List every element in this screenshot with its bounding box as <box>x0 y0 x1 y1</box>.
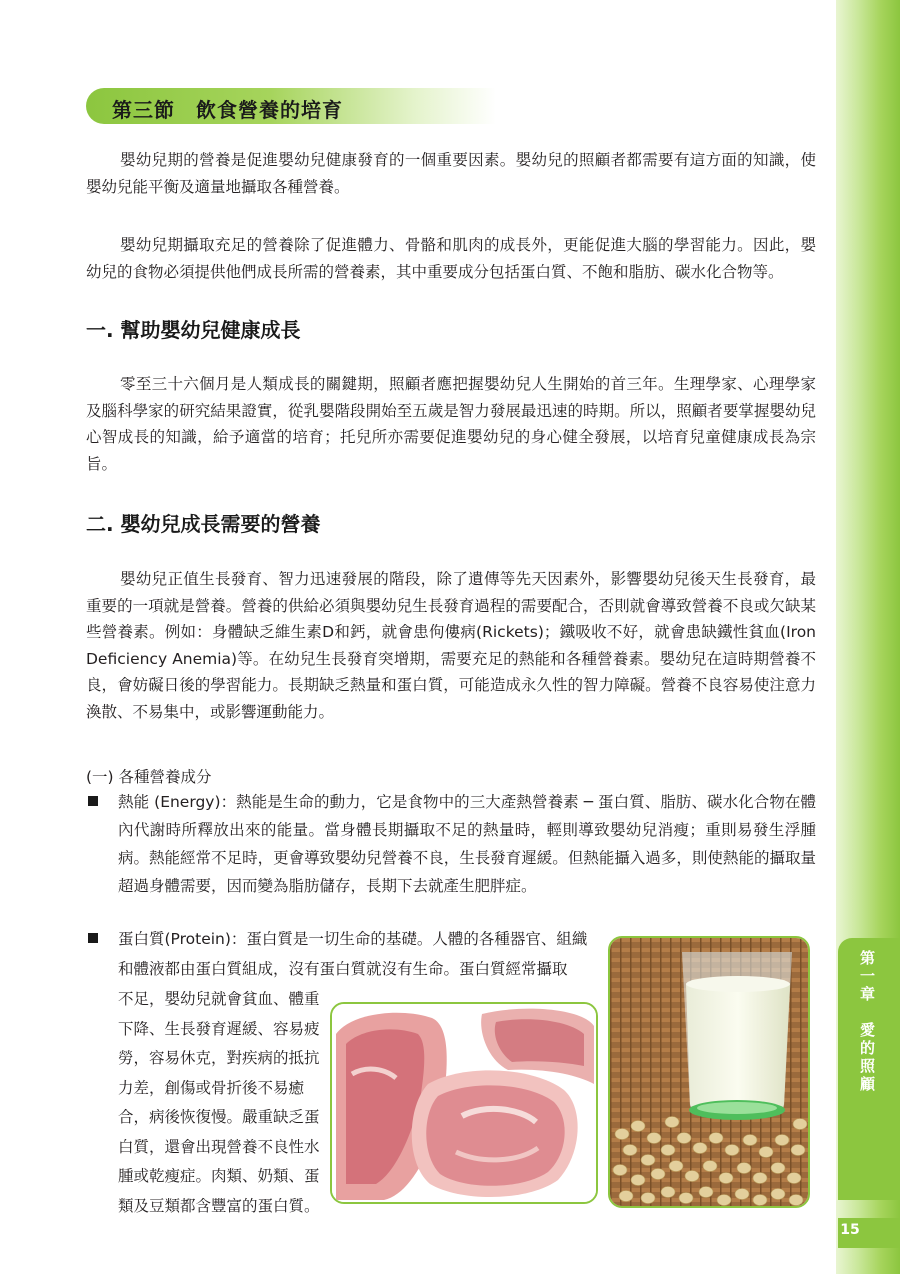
protein-text-column: 不足，嬰幼兒就會貧血、體重下降、生長發育遲緩、容易疲勞，容易休克，對疾病的抵抗力差，創傷或骨折後不易癒合，病後恢復慢。嚴重缺乏蛋白質，還會出現營養不良性水腫或乾瘦症。肉類、奶類、蛋類及豆類都含豐富的蛋白質。 <box>118 990 320 1215</box>
raw-pork-chops-photo <box>330 1002 598 1204</box>
healthy-growth-paragraph: 零至三十六個月是人類成長的關鍵期，照顧者應把握嬰幼兒人生開始的首三年。生理學家、心理學家及腦科學家的研究結果證實，從乳嬰階段開始至五歲是智力發展最迅速的時期。所以，照顧者要掌握嬰幼兒心智成長的知識，給予適當的培育；托兒所亦需要促進嬰幼兒的身心健全發展，以培育兒童健康成長為宗旨。 <box>86 375 816 473</box>
nutrients-subtitle: (一) 各種營養成分 <box>86 768 212 786</box>
page-number: 15 <box>840 1222 860 1238</box>
protein-text-line-1: 蛋白質(Protein)：蛋白質是一切生命的基礎。人體的各種器官、組織 <box>118 930 588 948</box>
heading-growth-nutrition: 二. 嬰幼兒成長需要的營養 <box>86 512 321 536</box>
chapter-label: 第一章 愛的照顧 <box>858 950 876 1094</box>
energy-text: 熱能 (Energy)：熱能是生命的動力，它是食物中的三大產熱營養素 ─ 蛋白質、脂肪、碳水化合物在體內代謝時所釋放出來的能量。當身體長期攝取不足的熱量時，輕則導致嬰幼兒消瘦；重則易發生浮腫病。熱能經常不足時，更會導致嬰幼兒營養不良，生長發育遲緩。但熱能攝入過多，則使熱能的攝取量超過身體需要，因而變為脂肪儲存，長期下去就產生肥胖症。 <box>118 793 816 895</box>
soy-milk-glass-image <box>610 938 808 1206</box>
section-title: 第三節 飲食營養的培育 <box>112 98 343 122</box>
protein-text-line-2: 和體液都由蛋白質組成，沒有蛋白質就沒有生命。蛋白質經常攝取 <box>118 960 568 978</box>
energy-bullet <box>88 796 98 806</box>
heading-healthy-growth: 一. 幫助嬰幼兒健康成長 <box>86 318 301 342</box>
intro-paragraph-2: 嬰幼兒期攝取充足的營養除了促進體力、骨骼和肌肉的成長外，更能促進大腦的學習能力。因此，嬰幼兒的食物必須提供他們成長所需的營養素，其中重要成分包括蛋白質、不飽和脂肪、碳水化合物等。 <box>86 236 816 281</box>
growth-nutrition-paragraph: 嬰幼兒正值生長發育、智力迅速發展的階段，除了遺傳等先天因素外，影響嬰幼兒後天生長發育，最重要的一項就是營養。營養的供給必須與嬰幼兒生長發育過程的需要配合，否則就會導致營養不良或欠缺某些營養素。例如：身體缺乏維生素D和鈣，就會患佝僂病(Rickets)；鐵吸收不好，就會患缺鐵性貧血(Iron Deficiency Anemia)等。在幼兒生長發育突增期，需要充足的熱能和各種營養素。嬰幼兒在這時期營養不良，會妨礙日後的學習能力。長期缺乏熱量和蛋白質，可能造成永久性的智力障礙。營養不良容易使注意力渙散、不易集中，或影響運動能力。 <box>86 570 816 721</box>
soy-milk-and-soybeans-photo <box>608 936 810 1208</box>
raw-pork-chops-image <box>332 1004 596 1202</box>
protein-bullet <box>88 933 98 943</box>
intro-paragraph-1: 嬰幼兒期的營養是促進嬰幼兒健康發育的一個重要因素。嬰幼兒的照顧者都需要有這方面的知識，使嬰幼兒能平衡及適量地攝取各種營養。 <box>86 151 816 196</box>
